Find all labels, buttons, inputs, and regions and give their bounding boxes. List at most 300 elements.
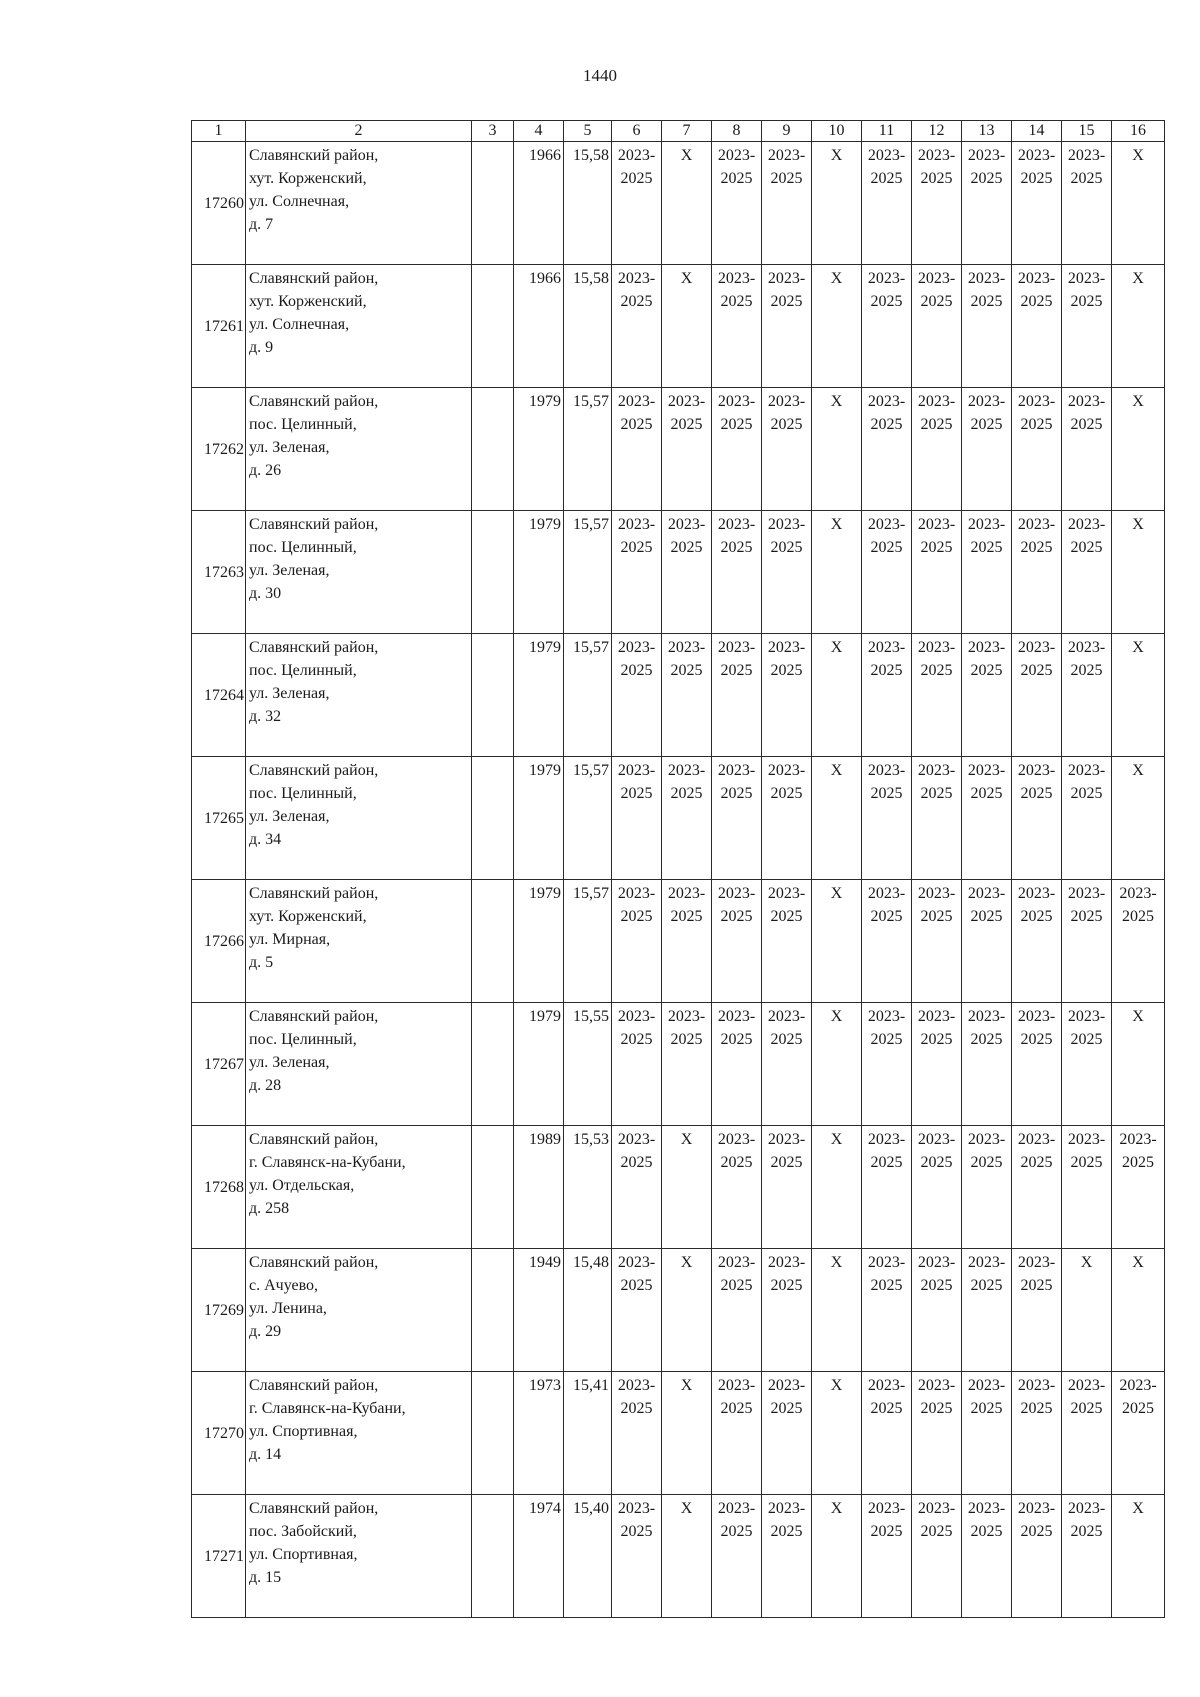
period-end: 2025 [970, 1031, 1003, 1048]
period-end: 2025 [770, 293, 803, 310]
period-start: 2023- [917, 1008, 956, 1025]
period-cell-col-11 [862, 634, 912, 757]
period-cell-col-11 [862, 511, 912, 634]
table-row [192, 757, 1165, 880]
period-start: 2023- [617, 639, 656, 656]
period-end: 2025 [920, 1154, 953, 1171]
period-end: 2025 [970, 1154, 1003, 1171]
period-start: 2023- [867, 516, 906, 533]
column-header-12: 12 [912, 121, 962, 142]
period-cell-col-13 [962, 1249, 1012, 1372]
period-end: 2025 [1020, 662, 1053, 679]
period-end: 2025 [1070, 908, 1103, 925]
col3-cell [472, 757, 514, 880]
period-start: 2023- [767, 147, 806, 164]
period-start: 2023- [1017, 1254, 1056, 1271]
col3-cell [472, 265, 514, 388]
period-start: 2023- [867, 1008, 906, 1025]
address-line: ул. Зеленая, [249, 685, 330, 702]
period-end: 2025 [1020, 170, 1053, 187]
period-end: 2025 [1070, 416, 1103, 433]
mark-cell-col-16: X [1112, 1249, 1165, 1372]
period-start: 2023- [717, 885, 756, 902]
address-line: д. 34 [249, 831, 282, 848]
col3-cell [472, 1249, 514, 1372]
period-end: 2025 [770, 785, 803, 802]
address-cell [246, 634, 472, 757]
period-start: 2023- [767, 393, 806, 410]
address-cell [246, 1126, 472, 1249]
period-start: 2023- [617, 1377, 656, 1394]
period-start: 2023- [717, 1008, 756, 1025]
table-row [192, 1126, 1165, 1249]
col3-cell [472, 142, 514, 265]
period-start: 2023- [717, 639, 756, 656]
period-cell-col-11 [862, 1126, 912, 1249]
period-start: 2023- [967, 1500, 1006, 1517]
period-cell-col-8 [712, 511, 762, 634]
period-start: 2023- [717, 516, 756, 533]
column-header-10: 10 [812, 121, 862, 142]
period-start: 2023- [667, 639, 706, 656]
period-cell-col-8 [712, 880, 762, 1003]
address-line: Славянский район, [249, 1377, 379, 1394]
period-cell-col-8 [712, 265, 762, 388]
period-cell-col-8 [712, 388, 762, 511]
period-cell-col-11 [862, 757, 912, 880]
table-row [192, 1249, 1165, 1372]
period-start: 2023- [1017, 1131, 1056, 1148]
address-line: пос. Целинный, [249, 1031, 357, 1048]
period-start: 2023- [917, 393, 956, 410]
period-cell-col-15 [1062, 757, 1112, 880]
table-row [192, 1003, 1165, 1126]
period-end: 2025 [920, 662, 953, 679]
period-end: 2025 [620, 785, 653, 802]
period-start: 2023- [667, 516, 706, 533]
address-line: хут. Корженский, [249, 908, 367, 925]
mark-cell-col-7: X [662, 1372, 712, 1495]
value-cell: 15,58 [564, 265, 612, 388]
period-end: 2025 [1070, 1031, 1103, 1048]
row-id-cell: 17262 [192, 388, 246, 511]
address-line: Славянский район, [249, 885, 379, 902]
address-line: пос. Целинный, [249, 416, 357, 433]
address-line: д. 28 [249, 1077, 282, 1094]
year-cell: 1979 [514, 1003, 564, 1126]
period-end: 2025 [970, 908, 1003, 925]
period-start: 2023- [667, 393, 706, 410]
period-start: 2023- [867, 270, 906, 287]
period-start: 2023- [917, 1254, 956, 1271]
period-start: 2023- [1017, 516, 1056, 533]
mark-cell-col-16: X [1112, 634, 1165, 757]
mark-cell-col-16: X [1112, 142, 1165, 265]
row-id-cell: 17261 [192, 265, 246, 388]
period-cell-col-6 [612, 1249, 662, 1372]
period-start: 2023- [717, 1254, 756, 1271]
period-end: 2025 [720, 908, 753, 925]
address-cell [246, 1495, 472, 1618]
period-cell-col-11 [862, 1495, 912, 1618]
period-cell-col-8 [712, 1372, 762, 1495]
period-start: 2023- [967, 270, 1006, 287]
period-start: 2023- [967, 393, 1006, 410]
period-cell-col-14 [1012, 388, 1062, 511]
period-end: 2025 [920, 785, 953, 802]
period-start: 2023- [1017, 885, 1056, 902]
period-cell-col-13 [962, 265, 1012, 388]
address-line: ул. Спортивная, [249, 1423, 358, 1440]
year-cell: 1979 [514, 634, 564, 757]
address-line: пос. Целинный, [249, 662, 357, 679]
period-start: 2023- [867, 393, 906, 410]
year-cell: 1979 [514, 388, 564, 511]
column-header-3: 3 [472, 121, 514, 142]
period-end: 2025 [870, 1400, 903, 1417]
period-end: 2025 [1122, 908, 1154, 925]
address-line: хут. Корженский, [249, 170, 367, 187]
period-cell-col-9 [762, 265, 812, 388]
period-start: 2023- [967, 1131, 1006, 1148]
period-end: 2025 [870, 539, 903, 556]
mark-cell-col-16: X [1112, 757, 1165, 880]
period-end: 2025 [1070, 539, 1103, 556]
period-cell-col-9 [762, 1003, 812, 1126]
mark-cell-col-10: X [812, 880, 862, 1003]
period-start: 2023- [967, 1008, 1006, 1025]
period-end: 2025 [770, 539, 803, 556]
period-start: 2023- [1067, 885, 1106, 902]
mark-cell-col-10: X [812, 1126, 862, 1249]
address-line: Славянский район, [249, 1131, 379, 1148]
period-end: 2025 [1020, 416, 1053, 433]
period-start: 2023- [917, 1377, 956, 1394]
period-cell-col-14 [1012, 1249, 1062, 1372]
period-end: 2025 [770, 170, 803, 187]
value-cell: 15,40 [564, 1495, 612, 1618]
period-end: 2025 [1020, 1154, 1053, 1171]
period-cell-col-7 [662, 1003, 712, 1126]
period-end: 2025 [1070, 170, 1103, 187]
period-start: 2023- [1017, 639, 1056, 656]
period-end: 2025 [720, 170, 753, 187]
table-row [192, 142, 1165, 265]
address-line: ул. Отдельская, [249, 1177, 355, 1194]
period-start: 2023- [967, 147, 1006, 164]
value-cell: 15,57 [564, 388, 612, 511]
period-cell-col-6 [612, 880, 662, 1003]
period-start: 2023- [867, 762, 906, 779]
address-line: пос. Целинный, [249, 785, 357, 802]
period-end: 2025 [620, 1523, 653, 1540]
mark-cell-col-7: X [662, 265, 712, 388]
period-end: 2025 [770, 662, 803, 679]
period-end: 2025 [720, 1031, 753, 1048]
row-id-cell: 17263 [192, 511, 246, 634]
period-cell-col-13 [962, 757, 1012, 880]
address-line: хут. Корженский, [249, 293, 367, 310]
period-end: 2025 [620, 1031, 653, 1048]
period-cell-col-9 [762, 388, 812, 511]
period-start: 2023- [967, 1377, 1006, 1394]
period-cell-col-14 [1012, 634, 1062, 757]
column-header-15: 15 [1062, 121, 1112, 142]
period-start: 2023- [767, 516, 806, 533]
period-cell-col-7 [662, 511, 712, 634]
address-line: с. Ачуево, [249, 1277, 319, 1294]
period-start: 2023- [767, 639, 806, 656]
period-start: 2023- [917, 1131, 956, 1148]
year-cell: 1966 [514, 142, 564, 265]
period-start: 2023- [917, 1500, 956, 1517]
col3-cell [472, 634, 514, 757]
period-end: 2025 [620, 539, 653, 556]
address-line: ул. Спортивная, [249, 1546, 358, 1563]
table-row [192, 265, 1165, 388]
period-start: 2023- [767, 885, 806, 902]
mark-cell-col-10: X [812, 388, 862, 511]
period-start: 2023- [917, 516, 956, 533]
period-start: 2023- [767, 1254, 806, 1271]
period-end: 2025 [770, 1154, 803, 1171]
period-cell-col-14 [1012, 880, 1062, 1003]
period-end: 2025 [870, 1523, 903, 1540]
period-cell-col-9 [762, 1495, 812, 1618]
column-header-13: 13 [962, 121, 1012, 142]
period-cell-col-16 [1112, 1126, 1165, 1249]
period-end: 2025 [720, 785, 753, 802]
period-end: 2025 [670, 416, 703, 433]
value-cell: 15,57 [564, 757, 612, 880]
period-start: 2023- [1119, 1377, 1157, 1394]
period-start: 2023- [867, 639, 906, 656]
period-end: 2025 [870, 1277, 903, 1294]
period-start: 2023- [617, 393, 656, 410]
address-line: д. 9 [249, 339, 274, 356]
address-line: ул. Зеленая, [249, 1054, 330, 1071]
period-start: 2023- [917, 639, 956, 656]
period-end: 2025 [620, 1154, 653, 1171]
period-cell-col-15 [1062, 1003, 1112, 1126]
address-line: д. 14 [249, 1446, 282, 1463]
period-start: 2023- [1017, 1377, 1056, 1394]
period-end: 2025 [720, 1277, 753, 1294]
address-line: Славянский район, [249, 639, 379, 656]
period-start: 2023- [717, 270, 756, 287]
period-end: 2025 [770, 1031, 803, 1048]
period-end: 2025 [1070, 662, 1103, 679]
mark-cell-col-7: X [662, 142, 712, 265]
period-end: 2025 [1070, 1523, 1103, 1540]
period-start: 2023- [917, 147, 956, 164]
address-cell [246, 265, 472, 388]
address-line: Славянский район, [249, 393, 379, 410]
period-start: 2023- [667, 762, 706, 779]
period-end: 2025 [770, 416, 803, 433]
period-start: 2023- [967, 639, 1006, 656]
row-id-cell: 17267 [192, 1003, 246, 1126]
period-cell-col-15 [1062, 511, 1112, 634]
address-line: Славянский район, [249, 147, 379, 164]
mark-cell-col-10: X [812, 1372, 862, 1495]
period-cell-col-8 [712, 634, 762, 757]
period-start: 2023- [767, 1008, 806, 1025]
period-start: 2023- [867, 1131, 906, 1148]
period-end: 2025 [720, 1400, 753, 1417]
period-end: 2025 [670, 908, 703, 925]
mark-cell-col-10: X [812, 265, 862, 388]
period-end: 2025 [870, 662, 903, 679]
period-start: 2023- [617, 270, 656, 287]
period-cell-col-15 [1062, 1126, 1112, 1249]
period-end: 2025 [670, 1031, 703, 1048]
mark-cell-col-10: X [812, 511, 862, 634]
period-end: 2025 [970, 1277, 1003, 1294]
address-line: Славянский район, [249, 516, 379, 533]
year-cell: 1974 [514, 1495, 564, 1618]
period-end: 2025 [920, 293, 953, 310]
year-cell: 1979 [514, 757, 564, 880]
address-line: ул. Солнечная, [249, 193, 350, 210]
period-cell-col-14 [1012, 511, 1062, 634]
period-end: 2025 [670, 662, 703, 679]
period-cell-col-9 [762, 142, 812, 265]
address-cell [246, 511, 472, 634]
period-cell-col-6 [612, 1372, 662, 1495]
address-line: д. 15 [249, 1569, 282, 1586]
table-row [192, 880, 1165, 1003]
period-cell-col-15 [1062, 880, 1112, 1003]
period-cell-col-6 [612, 265, 662, 388]
period-end: 2025 [720, 662, 753, 679]
period-end: 2025 [620, 170, 653, 187]
address-line: Славянский район, [249, 270, 379, 287]
period-cell-col-12 [912, 1495, 962, 1618]
period-end: 2025 [970, 1400, 1003, 1417]
period-start: 2023- [767, 762, 806, 779]
period-start: 2023- [917, 762, 956, 779]
table-row [192, 1495, 1165, 1618]
period-cell-col-13 [962, 634, 1012, 757]
period-end: 2025 [870, 416, 903, 433]
period-cell-col-15 [1062, 1495, 1112, 1618]
period-start: 2023- [767, 270, 806, 287]
period-end: 2025 [1020, 785, 1053, 802]
period-start: 2023- [717, 1377, 756, 1394]
period-start: 2023- [1017, 393, 1056, 410]
period-end: 2025 [970, 539, 1003, 556]
address-cell [246, 880, 472, 1003]
period-cell-col-15 [1062, 142, 1112, 265]
period-start: 2023- [617, 762, 656, 779]
column-header-5: 5 [564, 121, 612, 142]
period-end: 2025 [970, 1523, 1003, 1540]
period-start: 2023- [967, 762, 1006, 779]
period-end: 2025 [870, 908, 903, 925]
period-start: 2023- [717, 393, 756, 410]
value-cell: 15,58 [564, 142, 612, 265]
address-line: ул. Мирная, [249, 931, 331, 948]
year-cell: 1973 [514, 1372, 564, 1495]
table-header [192, 121, 1165, 142]
address-line: Славянский район, [249, 1008, 379, 1025]
period-cell-col-8 [712, 1249, 762, 1372]
period-cell-col-11 [862, 142, 912, 265]
period-start: 2023- [1119, 885, 1157, 902]
period-cell-col-6 [612, 1126, 662, 1249]
period-end: 2025 [1020, 1400, 1053, 1417]
address-line: д. 32 [249, 708, 282, 725]
period-cell-col-16 [1112, 880, 1165, 1003]
period-cell-col-12 [912, 1126, 962, 1249]
period-cell-col-14 [1012, 142, 1062, 265]
row-id-cell: 17269 [192, 1249, 246, 1372]
period-start: 2023- [1067, 1500, 1106, 1517]
col3-cell [472, 388, 514, 511]
period-cell-col-6 [612, 757, 662, 880]
address-cell [246, 1372, 472, 1495]
period-cell-col-14 [1012, 1126, 1062, 1249]
period-cell-col-12 [912, 511, 962, 634]
col3-cell [472, 880, 514, 1003]
address-line: д. 29 [249, 1323, 282, 1340]
period-cell-col-14 [1012, 757, 1062, 880]
period-start: 2023- [867, 1254, 906, 1271]
period-cell-col-13 [962, 1126, 1012, 1249]
header-row [192, 121, 1165, 142]
value-cell: 15,55 [564, 1003, 612, 1126]
period-cell-col-6 [612, 1003, 662, 1126]
period-cell-col-8 [712, 142, 762, 265]
period-start: 2023- [867, 147, 906, 164]
address-line: ул. Зеленая, [249, 808, 330, 825]
period-start: 2023- [1067, 639, 1106, 656]
period-end: 2025 [1122, 1400, 1154, 1417]
period-cell-col-13 [962, 1003, 1012, 1126]
period-cell-col-13 [962, 1495, 1012, 1618]
year-cell: 1966 [514, 265, 564, 388]
address-line: д. 5 [249, 954, 274, 971]
period-cell-col-15 [1062, 634, 1112, 757]
period-end: 2025 [1122, 1154, 1154, 1171]
mark-cell-col-16: X [1112, 1003, 1165, 1126]
period-end: 2025 [1070, 1400, 1103, 1417]
period-start: 2023- [1067, 516, 1106, 533]
period-end: 2025 [720, 1154, 753, 1171]
period-cell-col-12 [912, 757, 962, 880]
period-end: 2025 [870, 293, 903, 310]
period-cell-col-7 [662, 757, 712, 880]
period-start: 2023- [1067, 393, 1106, 410]
period-end: 2025 [970, 416, 1003, 433]
column-header-1: 1 [192, 121, 246, 142]
period-cell-col-6 [612, 634, 662, 757]
year-cell: 1979 [514, 511, 564, 634]
period-start: 2023- [1067, 147, 1106, 164]
period-cell-col-9 [762, 880, 812, 1003]
period-cell-col-6 [612, 511, 662, 634]
address-cell [246, 1249, 472, 1372]
period-cell-col-9 [762, 511, 812, 634]
period-cell-col-12 [912, 634, 962, 757]
period-start: 2023- [1067, 1377, 1106, 1394]
period-start: 2023- [1067, 1131, 1106, 1148]
mark-cell-col-10: X [812, 1249, 862, 1372]
period-cell-col-7 [662, 388, 712, 511]
address-cell [246, 142, 472, 265]
period-cell-col-8 [712, 757, 762, 880]
